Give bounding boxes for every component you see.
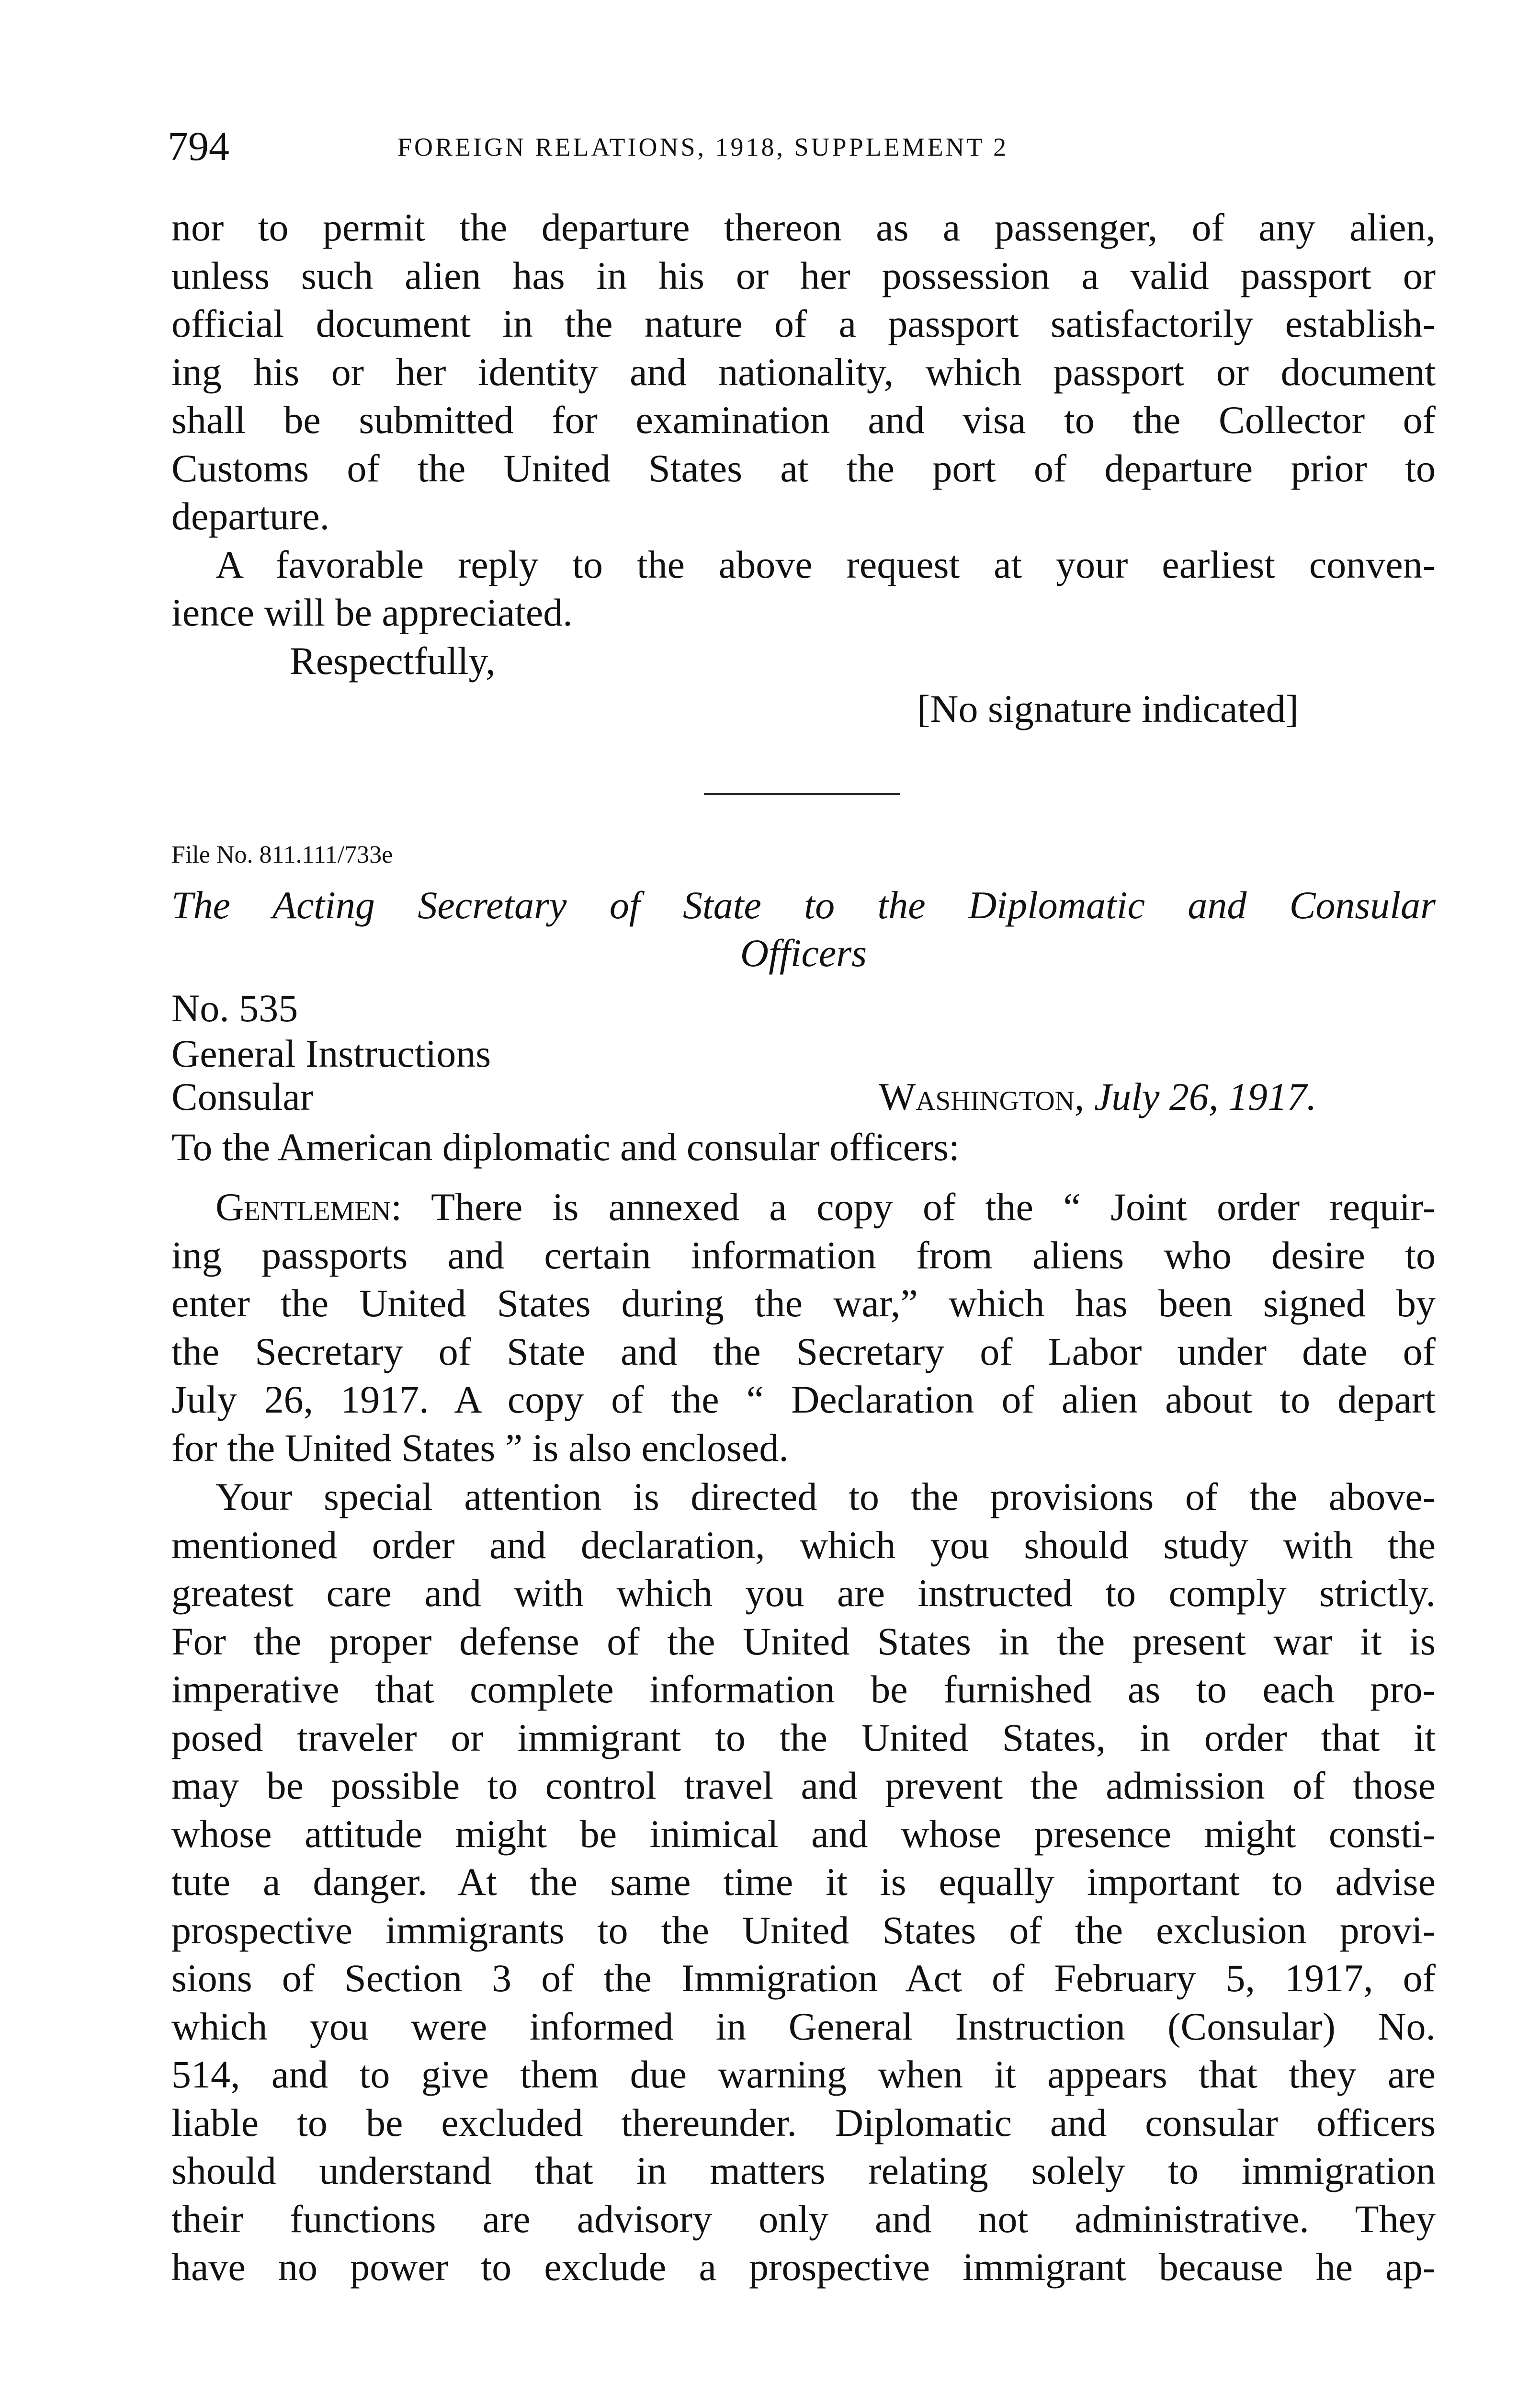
text-line: which you were informed in General Instruction (Consular) No. xyxy=(171,2004,1436,2048)
page-number: 794 xyxy=(168,123,229,169)
dateline-date: July 26, 1917. xyxy=(1094,1075,1317,1118)
text-line: liable to be excluded thereunder. Diplomatic and consular officers xyxy=(171,2100,1436,2144)
text-line: for the United States ” is also enclosed. xyxy=(171,1426,789,1470)
text-line: their functions are advisory only and not administrative. They xyxy=(171,2197,1436,2241)
text-line: nor to permit the departure thereon as a passenger, of any alien, xyxy=(171,205,1436,249)
text-line: For the proper defense of the United States in the present war it is xyxy=(171,1619,1436,1663)
journal-title: FOREIGN RELATIONS, 1918, SUPPLEMENT 2 xyxy=(397,133,1009,161)
heading-line: Officers xyxy=(740,931,867,975)
text-line: have no power to exclude a prospective immigrant because he ap- xyxy=(171,2245,1436,2289)
heading-line: The Acting Secretary of State to the Diplomatic and Consular xyxy=(171,883,1436,927)
text-line: mentioned order and declaration, which you should study with the xyxy=(171,1523,1436,1567)
text-line: imperative that complete information be furnished as to each pro- xyxy=(171,1667,1436,1711)
file-number: File No. 811.111/733e xyxy=(171,841,393,868)
text-line: prospective immigrants to the United States of the exclusion provi- xyxy=(171,1908,1436,1952)
text-line: ing passports and certain information from aliens who desire to xyxy=(171,1233,1436,1277)
greeting: Gentlemen xyxy=(215,1185,391,1229)
dateline-place: Washington, xyxy=(879,1075,1085,1118)
text-line: 514, and to give them due warning when it appears that they are xyxy=(171,2053,1436,2096)
closing: Respectfully, xyxy=(290,639,496,683)
instruction-series: General Instructions xyxy=(171,1032,491,1075)
text-line: may be possible to control travel and prevent the admission of those xyxy=(171,1764,1436,1807)
text-line: shall be submitted for examination and visa to the Collector of xyxy=(171,398,1436,442)
instruction-number: No. 535 xyxy=(171,986,298,1030)
text-line: posed traveler or immigrant to the United States, in order that it xyxy=(171,1715,1436,1759)
continuation-paragraph xyxy=(171,204,1436,637)
text-line: ing his or her identity and nationality, which passport or document xyxy=(171,350,1436,394)
running-head xyxy=(168,122,1432,170)
text-line: the Secretary of State and the Secretary of Labor under date of xyxy=(171,1329,1436,1373)
section-divider xyxy=(704,793,900,795)
text-fragment: : There is annexed a copy of the “ Joint order requir- xyxy=(391,1185,1436,1229)
text-line: enter the United States during the war,” which has been signed by xyxy=(171,1281,1436,1325)
instruction-category: Consular xyxy=(171,1075,314,1118)
text-line: A favorable reply to the above request at your earliest conven- xyxy=(215,542,1436,586)
text-line: July 26, 1917. A copy of the “ Declaration of alien about to depart xyxy=(171,1378,1436,1421)
body-paragraph xyxy=(171,1473,1436,2292)
text-line: Your special attention is directed to the provisions of the above- xyxy=(215,1475,1436,1518)
text-line: official document in the nature of a passport satisfactorily establish- xyxy=(171,302,1436,345)
salutation: To the American diplomatic and consular officers: xyxy=(171,1125,960,1169)
document-heading xyxy=(171,881,1436,977)
text-line: greatest care and with which you are instructed to comply strictly. xyxy=(171,1571,1436,1615)
text-line xyxy=(171,1183,1436,1232)
text-line: departure. xyxy=(171,494,330,538)
text-line: Customs of the United States at the port of departure prior to xyxy=(171,446,1436,490)
text-line: unless such alien has in his or her possession a valid passport or xyxy=(171,253,1436,297)
text-line: ience will be appreciated. xyxy=(171,591,573,634)
text-line: sions of Section 3 of the Immigration Act of February 5, 1917, of xyxy=(171,1956,1436,2000)
body-paragraph xyxy=(171,1183,1436,1472)
signature-note: [No signature indicated] xyxy=(917,687,1299,730)
dateline xyxy=(879,1073,1316,1121)
text-line: tute a danger. At the same time it is equally important to advise xyxy=(171,1860,1436,1904)
text-line: whose attitude might be inimical and whose presence might consti- xyxy=(171,1812,1436,1856)
text-line: should understand that in matters relating solely to immigration xyxy=(171,2149,1436,2192)
